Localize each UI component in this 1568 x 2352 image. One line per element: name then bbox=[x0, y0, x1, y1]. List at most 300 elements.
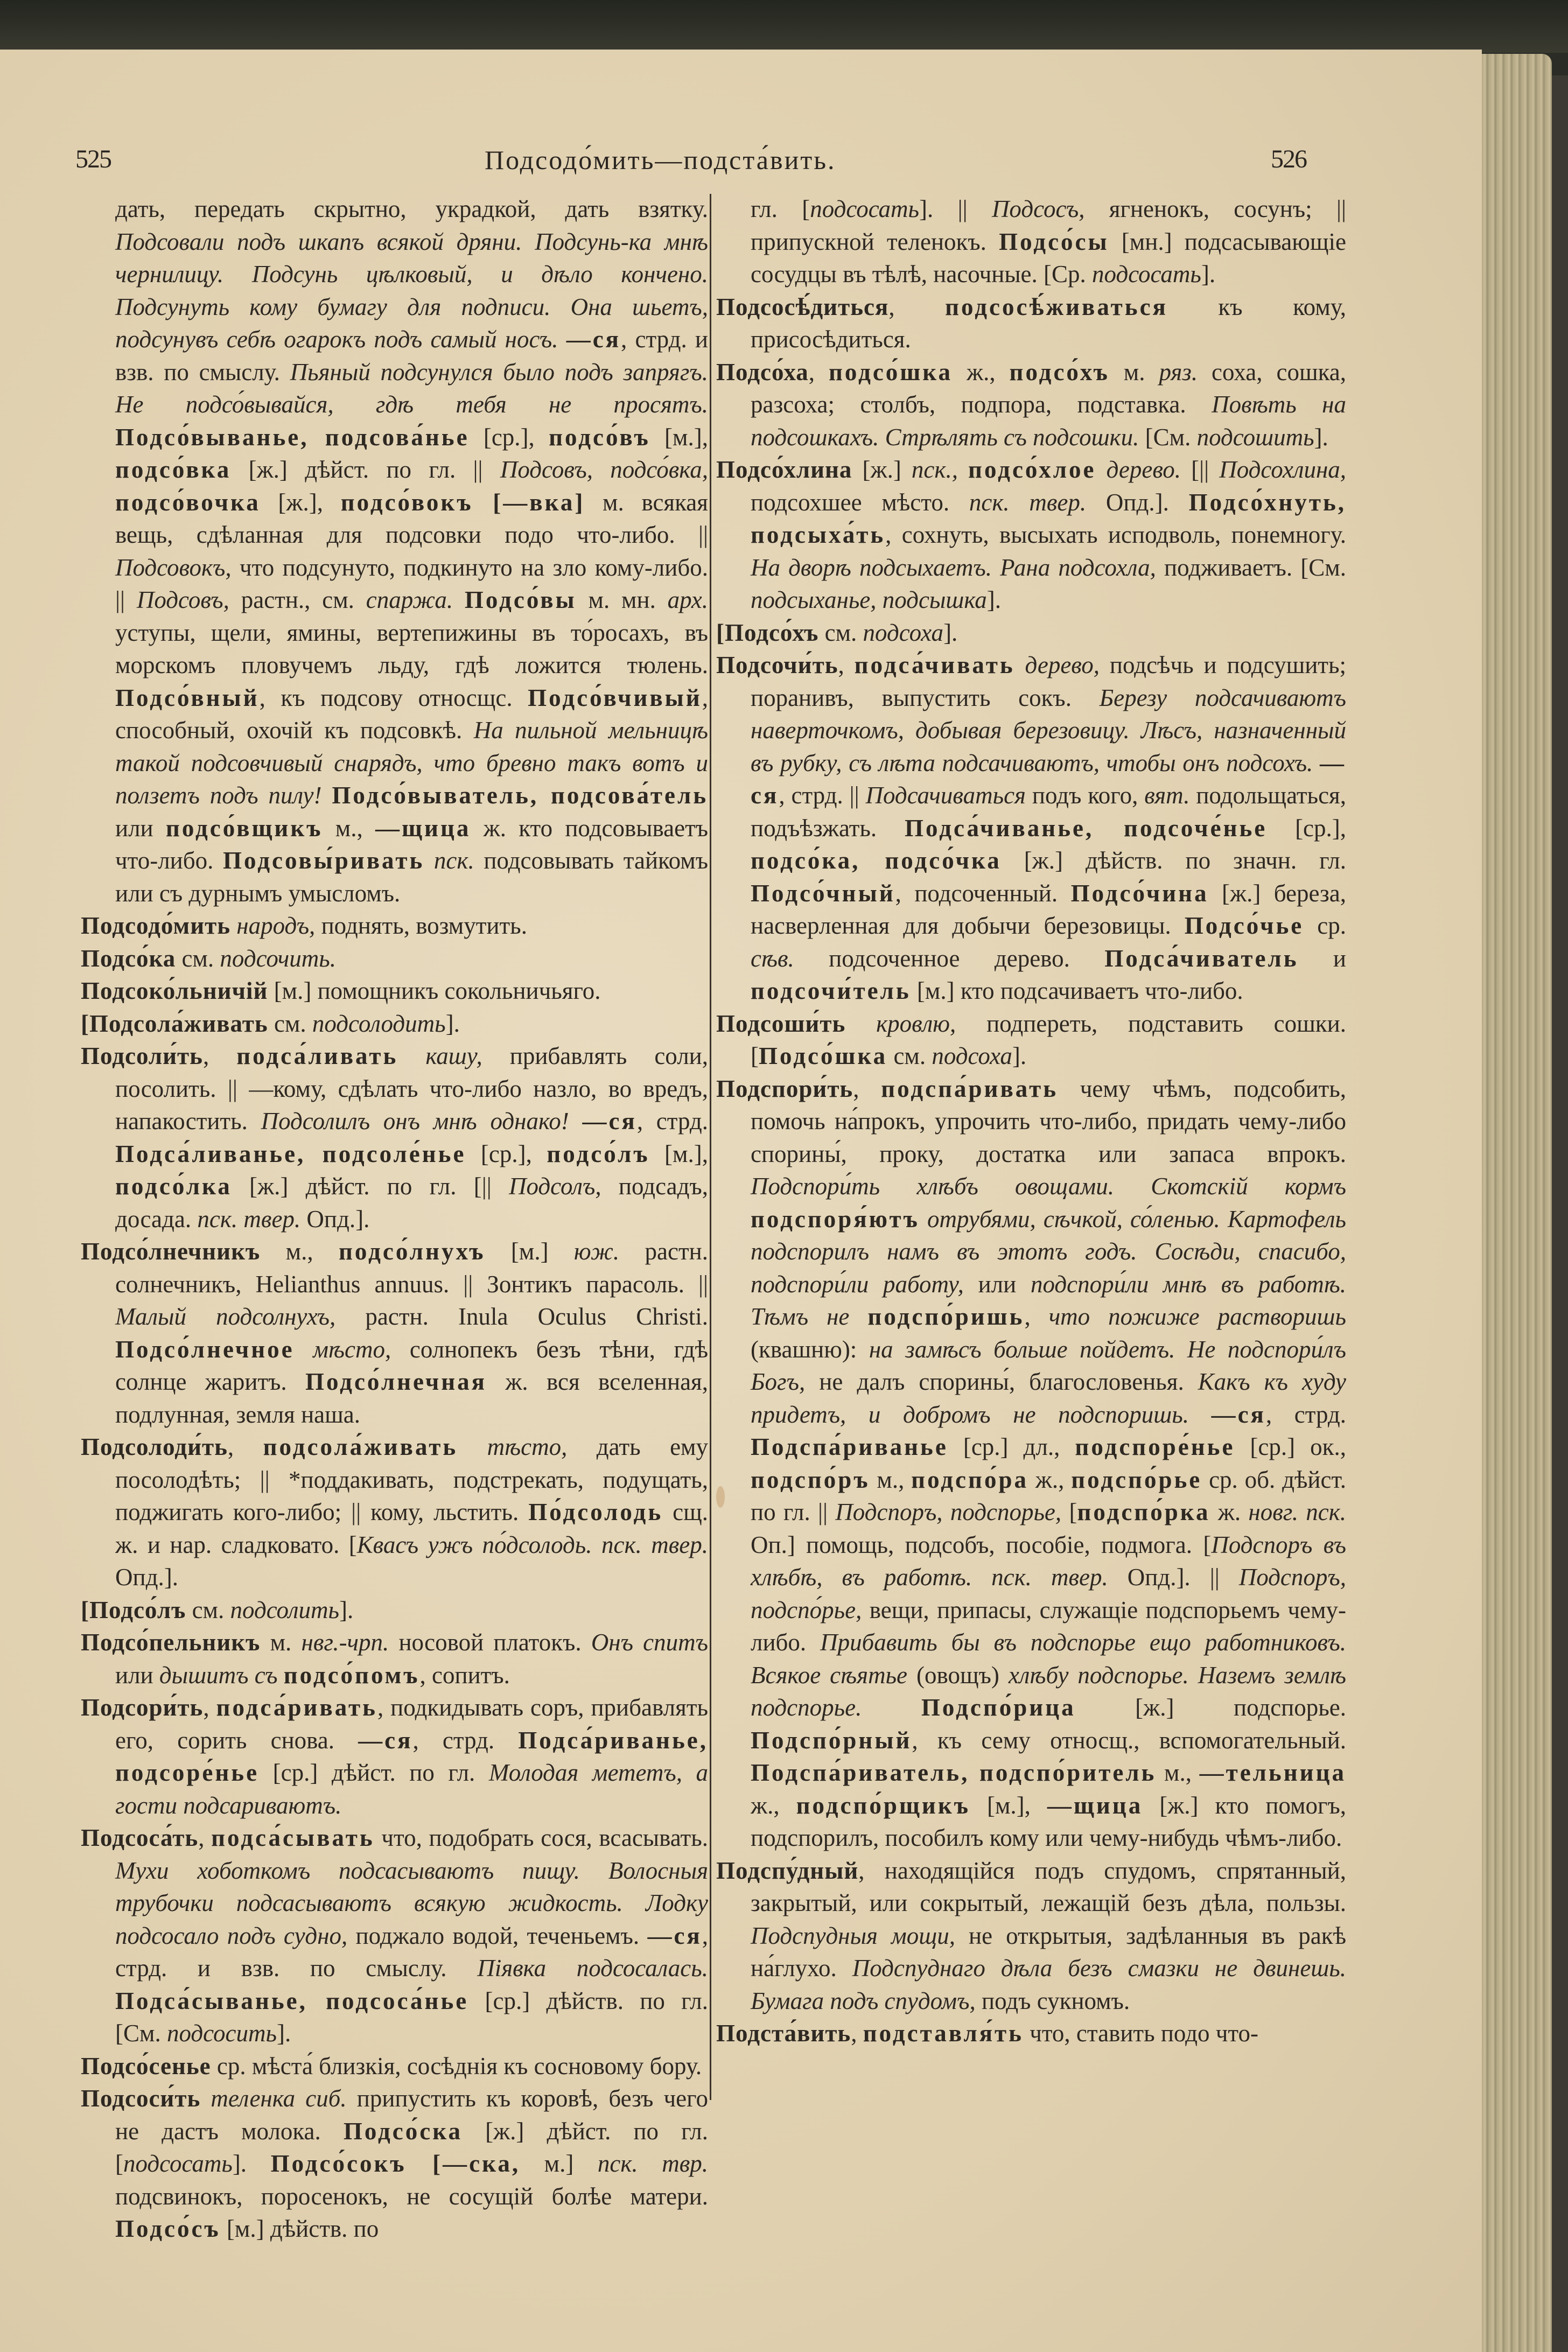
definition-text: [мн.] подсасывающіе сосудцы въ тѣлѣ, насочные. [Ср. bbox=[751, 228, 1346, 288]
example-italic: спаржа. bbox=[366, 586, 453, 613]
definition-text bbox=[453, 586, 465, 613]
dictionary-entry bbox=[81, 942, 708, 975]
definition-text: Опд.]. bbox=[300, 1205, 370, 1233]
definition-text: м., bbox=[323, 814, 376, 842]
dictionary-entry bbox=[716, 617, 1346, 649]
definition-text: подсадъ, досада. bbox=[115, 1173, 708, 1233]
example-italic: Малый подсолнухъ, bbox=[115, 1303, 336, 1330]
entry-continuation bbox=[716, 193, 1346, 291]
definition-text bbox=[1015, 652, 1025, 678]
definition-text: [ср.], bbox=[466, 1140, 547, 1167]
definition-text: сщ. ж. и нар. сладковато. [ bbox=[115, 1499, 708, 1558]
definition-text: , подкидывать соръ, прибавлять его, сорить снова. bbox=[115, 1694, 709, 1754]
definition-text bbox=[230, 912, 236, 939]
dictionary-entry bbox=[81, 1235, 708, 1431]
dictionary-entry bbox=[81, 1040, 708, 1235]
example-italic: мѣсто, bbox=[313, 1335, 391, 1363]
derived-form: Подса́риванье, подсоре́нье bbox=[115, 1726, 708, 1786]
derived-form: —тельница bbox=[1199, 1759, 1346, 1786]
definition-text: дать ему посолодѣть; || *поддакивать, подстрекать, подущать, поджигать кого-либо; || кому, льстить. bbox=[115, 1433, 709, 1525]
running-head: Подсодо́мить—подста́вить. bbox=[485, 145, 836, 175]
derived-form: подспо́ра bbox=[911, 1466, 1028, 1493]
dictionary-entry bbox=[81, 909, 708, 942]
derived-form: Подсо́чье bbox=[1184, 912, 1304, 939]
definition-text: ]. bbox=[1314, 423, 1328, 451]
definition-text: см. bbox=[887, 1042, 932, 1069]
derived-form: подсо́хъ bbox=[1009, 358, 1110, 386]
definition-text: ж., bbox=[953, 358, 1010, 386]
example-italic: юж. bbox=[573, 1238, 620, 1265]
definition-text bbox=[1313, 750, 1320, 776]
example-italic: Подсолилъ онъ мнѣ однако! bbox=[261, 1108, 569, 1135]
definition-text: подсвинокъ, поросенокъ, не сосущій болѣе матери. bbox=[115, 2182, 708, 2210]
definition-text: [м.] bbox=[485, 1238, 574, 1265]
definition-text: , bbox=[203, 1694, 216, 1721]
derived-form: подсочи́тель bbox=[751, 977, 911, 1004]
derived-form: Подсо́лнечная bbox=[305, 1368, 487, 1395]
definition-text: подсоченное дерево. bbox=[794, 944, 1105, 972]
example-italic: Подспори́ть хлѣбъ овощами. Скотскій кормъ bbox=[751, 1173, 1346, 1200]
derived-form: подсосѣ́живаться bbox=[945, 293, 1168, 320]
derived-form: подспо́рка bbox=[1077, 1499, 1210, 1525]
definition-text: , сохнуть, высыхать исподволь, понемногу. bbox=[885, 521, 1346, 548]
derived-form: —ся bbox=[566, 326, 621, 353]
definition-text bbox=[458, 1433, 487, 1460]
definition-text: см. bbox=[268, 1010, 312, 1037]
definition-text: ]. bbox=[1201, 261, 1216, 288]
headword: Подсоси́ть bbox=[81, 2085, 201, 2112]
headword: Подсо́ха bbox=[716, 358, 809, 386]
example-italic: сѣв. bbox=[751, 944, 794, 972]
example-italic: хлѣбу подспорье. Наземъ землѣ подспорье. bbox=[751, 1661, 1346, 1721]
definition-text bbox=[849, 1303, 867, 1330]
example-italic: Подсохлина, bbox=[1219, 456, 1347, 483]
definition-text: и bbox=[1298, 944, 1346, 972]
definition-text: поджало водой, теченьемъ. bbox=[347, 1922, 648, 1949]
derived-form: Подсо́вный bbox=[115, 684, 260, 711]
headword: Подсо́ка bbox=[81, 944, 176, 972]
headword: [Подсо́лъ bbox=[81, 1596, 186, 1623]
derived-form: подспоре́нье bbox=[1075, 1433, 1235, 1460]
derived-form: —ся bbox=[647, 1922, 702, 1949]
example-italic: Прибавить бы въ подспорье ещо работниковъ. Всякое сѣятье bbox=[751, 1629, 1346, 1689]
definition-text: ж. вся вселенная, подлунная, земля наша. bbox=[115, 1368, 708, 1428]
example-italic: Подспудныя мощи, bbox=[751, 1922, 955, 1949]
definition-text: ср. мѣста́ близкія, сосѣднія къ сосновому бору. bbox=[211, 2052, 702, 2080]
derived-form: —щица bbox=[375, 814, 471, 842]
derived-form: подса́чивать bbox=[854, 652, 1015, 678]
example-italic: тѣсто, bbox=[487, 1433, 568, 1460]
definition-text: что подсунуто, подкинуто на зло кому-либо. || bbox=[115, 554, 708, 613]
headword: Подста́вить bbox=[716, 2020, 851, 2047]
definition-text: , bbox=[808, 358, 829, 386]
headword: Подсоко́льничій bbox=[81, 977, 268, 1004]
derived-form: Подспо́рица bbox=[921, 1694, 1076, 1721]
derived-form: подсо́вка bbox=[115, 456, 232, 483]
definition-text: [ср.], bbox=[1267, 814, 1347, 842]
derived-form: подсола́живать bbox=[263, 1433, 458, 1460]
definition-text: ж. кто подсовываетъ что-либо. bbox=[115, 814, 709, 874]
definition-text: подсохшее мѣсто. bbox=[751, 488, 969, 516]
definition-text: [ж.] береза, насверленная для добычи березовицы. bbox=[751, 879, 1347, 939]
definition-text: [ж.] подспорье. bbox=[1075, 1694, 1347, 1721]
definition-text: [|| bbox=[1181, 456, 1220, 483]
definition-text: ]. bbox=[1012, 1042, 1027, 1069]
example-italic: подсосать bbox=[810, 195, 920, 222]
definition-text bbox=[295, 1336, 313, 1363]
definition-text bbox=[569, 1108, 583, 1135]
example-italic: подсолить bbox=[230, 1596, 340, 1623]
example-italic: вят. bbox=[1144, 782, 1190, 809]
definition-text: , bbox=[227, 1433, 263, 1460]
definition-text: (квашню): bbox=[751, 1335, 869, 1363]
definition-text: подольщаться, подъѣзжать. bbox=[751, 782, 1346, 842]
definition-text: припустить къ коровѣ, безъ чего не дастъ молока. bbox=[115, 2085, 708, 2145]
definition-text bbox=[862, 1694, 921, 1721]
derived-form: Подса́чиватель bbox=[1104, 944, 1299, 972]
paper-stain bbox=[716, 1486, 725, 1508]
derived-form: подса́ливать bbox=[236, 1042, 398, 1069]
dictionary-entry bbox=[81, 1594, 708, 1627]
derived-form: Подспа́риванье bbox=[751, 1433, 948, 1460]
definition-text: [ср.] дл., bbox=[948, 1433, 1075, 1460]
definition-text: ]. || bbox=[919, 195, 992, 222]
definition-text: , стрд. и взв. по смыслу. bbox=[115, 1922, 709, 1982]
example-italic: подсоха bbox=[932, 1042, 1012, 1069]
dictionary-entry bbox=[81, 1431, 708, 1594]
derived-form: подсо́лнухъ bbox=[339, 1238, 486, 1265]
definition-text: поднять, возмутить. bbox=[315, 912, 527, 939]
example-italic: дерево, bbox=[1025, 652, 1100, 678]
headword: [Подсо́хъ bbox=[716, 619, 819, 646]
derived-form: подспо́рье bbox=[1071, 1466, 1202, 1493]
example-italic: Подсовъ, bbox=[136, 586, 229, 613]
derived-form: —ся bbox=[582, 1108, 637, 1135]
definition-text: м. мн. bbox=[576, 586, 668, 613]
dictionary-entry bbox=[81, 1626, 708, 1691]
derived-form: подспо́ръ bbox=[751, 1466, 870, 1493]
derived-form: подспо́ришь bbox=[867, 1303, 1025, 1330]
example-italic: подсоха bbox=[863, 619, 944, 646]
definition-text: уступы, щели, ямины, вертепижины въ то́росахъ, въ морскомъ пловучемъ льду, гдѣ ложится тюлень. bbox=[115, 619, 708, 678]
derived-form: подспо́рщикъ bbox=[796, 1791, 970, 1819]
derived-form: подсо́лъ bbox=[547, 1140, 650, 1167]
derived-form: подсо́въ bbox=[549, 423, 650, 451]
definition-text bbox=[1189, 1401, 1212, 1428]
definition-text: къ кому, присосѣдиться. bbox=[751, 293, 1347, 353]
definition-text: гл. [ bbox=[751, 195, 810, 222]
definition-text: Опд.]. bbox=[115, 1564, 178, 1591]
derived-form: Подсо́лнечное bbox=[115, 1335, 295, 1363]
example-italic: дерево. bbox=[1106, 456, 1181, 483]
derived-form: подсо́хлое bbox=[968, 456, 1096, 483]
definition-text bbox=[200, 2085, 211, 2112]
example-italic: Піявка подсосалась. bbox=[477, 1955, 708, 1982]
derived-form: Подса́чиванье, подсоче́нье bbox=[904, 814, 1268, 842]
definition-text: или bbox=[115, 1661, 159, 1689]
example-italic: подсыханье, подсышка bbox=[751, 586, 987, 613]
definition-text: подпереть, подставить сошки. [ bbox=[751, 1010, 1347, 1069]
example-italic: подсошить bbox=[1196, 423, 1314, 451]
derived-form: подсо́лка bbox=[115, 1173, 232, 1200]
definition-text: см. bbox=[186, 1596, 230, 1623]
definition-text: Опд.]. || bbox=[1108, 1564, 1239, 1591]
derived-form: Подсо́вчивый bbox=[528, 684, 702, 711]
example-italic: Квасъ ужъ по́дсолодь. пск. твер. bbox=[356, 1531, 708, 1558]
headword: Подсоса́ть bbox=[81, 1824, 199, 1851]
definition-text: прибавлять соли, посолить. || —кому, сдѣлать что-либо назло, во вредъ, напакостить. bbox=[115, 1042, 708, 1135]
definition-text: ]. bbox=[445, 1010, 460, 1037]
definition-text: [ж.] bbox=[852, 456, 912, 483]
example-italic: подсосить bbox=[166, 2020, 277, 2047]
left-column bbox=[81, 193, 708, 2245]
dictionary-entry bbox=[716, 649, 1346, 1007]
headword: Подспори́ть bbox=[716, 1075, 853, 1102]
example-italic: подсосать bbox=[1092, 261, 1201, 288]
derived-form: Подсовы́ривать bbox=[223, 847, 425, 874]
definition-text: не далъ спорины́, благословенья. bbox=[805, 1368, 1198, 1395]
derived-form: Подсо́выватель, подсова́тель bbox=[332, 782, 709, 809]
example-italic: подсосать bbox=[123, 2150, 233, 2177]
dictionary-entry bbox=[716, 1007, 1346, 1073]
headword: Подсо́хлина bbox=[716, 456, 852, 483]
definition-text: , bbox=[853, 1075, 881, 1102]
definition-text: , bbox=[851, 2020, 863, 2047]
definition-text bbox=[277, 1662, 283, 1689]
headword: Подсори́ть bbox=[81, 1694, 204, 1721]
definition-text: [ж.] дѣйст. по гл. [|| bbox=[232, 1173, 509, 1200]
derived-form: Подса́ливанье, подсоле́нье bbox=[115, 1140, 466, 1167]
example-italic: на замѣсъ больше пойдетъ. Не подспори́лъ Богъ, bbox=[751, 1335, 1346, 1395]
definition-text: солнопекъ безъ тѣни, гдѣ солнце жаритъ. bbox=[115, 1335, 709, 1395]
definition-text: ]. bbox=[276, 2020, 291, 2047]
example-italic: пск. твер. bbox=[197, 1205, 301, 1233]
definition-text: дать, передать скрытно, украдкой, дать взятку. bbox=[115, 195, 708, 222]
example-italic: Подспоръ, подспорье, bbox=[835, 1499, 1062, 1525]
derived-form: —ся bbox=[751, 749, 1346, 809]
derived-form: подсо́ка, подсо́чка bbox=[751, 847, 1002, 874]
definition-text: подсовывать тайкомъ или съ дурнымъ умысломъ. bbox=[115, 847, 708, 907]
example-italic: народъ, bbox=[236, 912, 316, 939]
example-italic: Подсолъ, bbox=[509, 1173, 601, 1200]
derived-form: По́дсолодь bbox=[528, 1499, 663, 1525]
example-italic: Подсачиваться bbox=[865, 782, 1026, 809]
definition-text: ]. bbox=[339, 1596, 354, 1623]
example-italic: Подспоръ, подспо́рье, bbox=[751, 1564, 1346, 1623]
definition-text: [ср.] дѣйст. по гл. bbox=[259, 1759, 489, 1786]
example-italic: Подспуднаго дѣла безъ смазки не двинешь. Бумага подъ спудомъ, bbox=[751, 1955, 1346, 2014]
derived-form: подсо́шка bbox=[828, 358, 953, 386]
example-italic: отрубями, сѣчкой, со́ленью. Картофель подспорилъ намъ въ этотъ годъ. Сосѣди, спасибо, подспори́ли работу, bbox=[751, 1205, 1347, 1298]
definition-text: не открытыя, задѣланныя въ ракѣ на́глухо. bbox=[751, 1922, 1347, 1982]
definition-text: что, подобрать сося, всасывать. bbox=[374, 1824, 708, 1851]
definition-text: [См. bbox=[1139, 423, 1197, 451]
definition-text: , bbox=[202, 1042, 237, 1069]
derived-form: подсо́вщикъ bbox=[165, 814, 323, 842]
example-italic: что пожиже растворишь bbox=[1048, 1303, 1347, 1330]
headword: Подсолоди́ть bbox=[81, 1433, 228, 1460]
derived-form: Подсо́чина bbox=[1070, 879, 1209, 907]
example-italic: Повѣть на подсошкахъ. Стрѣлять съ подсошки. bbox=[751, 391, 1346, 451]
definition-text: , bbox=[838, 652, 855, 678]
derived-form: Подспа́риватель, подспо́ритель bbox=[751, 1759, 1157, 1786]
definition-text: чему чѣмъ, подсобить, помочь на́прокъ, упрочить что-либо, придать чему-либо спорины́, проку, достатка или запаса впрокъ. bbox=[751, 1075, 1346, 1167]
definition-text: ж. bbox=[1210, 1499, 1249, 1525]
definition-text: [м.] дѣйств. по bbox=[220, 2215, 379, 2242]
definition-text: , къ подсову относщс. bbox=[259, 684, 528, 711]
headword: Подсо́сенье bbox=[81, 2052, 211, 2080]
dictionary-entry bbox=[716, 291, 1346, 356]
example-italic: Подсовъ, подсо́вка, bbox=[500, 456, 708, 483]
definition-text bbox=[424, 847, 434, 874]
definition-text: [ж.] дѣйств. по значн. гл. bbox=[1001, 847, 1347, 874]
definition-text: м., bbox=[870, 1466, 912, 1493]
derived-form: Подсо́съ bbox=[115, 2215, 221, 2242]
definition-text bbox=[920, 1206, 927, 1233]
definition-text: или bbox=[115, 814, 166, 842]
example-italic: теленка сиб. bbox=[211, 2085, 347, 2112]
dictionary-entry bbox=[81, 1691, 708, 1822]
example-italic: Подспоръ въ хлѣбѣ, въ работѣ. пск. твер. bbox=[751, 1531, 1347, 1591]
definition-text: м., bbox=[1156, 1759, 1200, 1786]
dictionary-entry bbox=[716, 1854, 1346, 2018]
headword: Подсо́лнечникъ bbox=[81, 1238, 261, 1265]
definition-text: , bbox=[888, 293, 946, 320]
example-italic: Подсосъ, bbox=[991, 195, 1085, 222]
definition-text: , сопитъ. bbox=[419, 1661, 510, 1689]
definition-text: Оп.] помощь, подсобъ, пособіе, подмога. [ bbox=[751, 1531, 1212, 1558]
example-italic: подспори́ли мнѣ въ работѣ. Тѣмъ не bbox=[751, 1270, 1347, 1330]
definition-text: , стрд. bbox=[636, 1108, 709, 1135]
derived-form: Подсо́сы bbox=[999, 228, 1109, 255]
derived-form: Подсо́ска bbox=[343, 2117, 463, 2145]
headword: Подспу́дный bbox=[716, 1857, 859, 1884]
entry-continuation bbox=[81, 193, 708, 909]
definition-text: , bbox=[198, 1824, 212, 1851]
derived-form: Подсо́сокъ [—ска, bbox=[270, 2150, 521, 2177]
definition-text: или bbox=[963, 1270, 1031, 1298]
page-number-right: 526 bbox=[1271, 145, 1306, 173]
definition-text: растн. Inula Oculus Christi. bbox=[335, 1303, 708, 1330]
definition-text: [ж.], bbox=[260, 488, 341, 516]
definition-text: [ж.] кто помогъ, подспорилъ, пособилъ кому или чему-нибудь чѣмъ-либо. bbox=[751, 1791, 1347, 1851]
derived-form: подспоря́ютъ bbox=[751, 1205, 920, 1233]
definition-text bbox=[958, 456, 968, 483]
definition-text: [ bbox=[1061, 1499, 1077, 1525]
example-italic: новг. пск. bbox=[1248, 1499, 1347, 1525]
definition-text: , подсоченный. bbox=[895, 879, 1071, 907]
definition-text: м. bbox=[260, 1629, 302, 1656]
definition-text: ср. об. дѣйст. по гл. || bbox=[751, 1466, 1346, 1525]
headword: [Подсола́живать bbox=[81, 1010, 268, 1037]
definition-text: подсѣчь и подсушить; поранивъ, выпустить сокъ. bbox=[751, 652, 1347, 711]
derived-form: —щица bbox=[1047, 1791, 1143, 1819]
definition-text: [м.], bbox=[970, 1791, 1047, 1819]
definition-text: подъ сукномъ. bbox=[975, 1987, 1130, 2014]
headword: Подсоши́ть bbox=[716, 1010, 846, 1037]
definition-text: ср. bbox=[1304, 912, 1346, 939]
page-header bbox=[0, 144, 1482, 182]
definition-text: ]. bbox=[986, 586, 1002, 613]
definition-text: , стрд. || bbox=[779, 782, 866, 809]
derived-form: подспа́ривать bbox=[881, 1075, 1059, 1102]
example-italic: Пьяный подсунулся было подъ запрягъ. Не подсо́вывайся, гдѣ тебя не просятъ. bbox=[115, 358, 708, 418]
definition-text: м.] bbox=[520, 2150, 598, 2177]
definition-text: ]. bbox=[232, 2150, 271, 2177]
derived-form: —ся bbox=[1211, 1401, 1266, 1428]
definition-text: [м.], bbox=[649, 1140, 708, 1167]
example-italic: пск. твр. bbox=[597, 2150, 708, 2177]
definition-text: [ж.] дѣйст. по гл. [ bbox=[115, 2117, 708, 2177]
dictionary-entry bbox=[716, 453, 1346, 617]
example-italic: Березу подсачиваютъ наверточкомъ, добывая березовицу. Лѣсъ, назначенный въ рубку, съ лѣта подсачиваютъ, чтобы онъ подсохъ. bbox=[751, 684, 1347, 776]
definition-text: , стрд. и взв. по смыслу. bbox=[115, 326, 708, 386]
scan-background-top bbox=[0, 0, 1568, 53]
right-column bbox=[716, 193, 1346, 2050]
example-italic: кашу, bbox=[425, 1042, 482, 1069]
example-italic: Какъ къ худу придетъ, и добромъ не подспоришь. bbox=[751, 1368, 1346, 1428]
example-italic: Подсовокъ, bbox=[115, 554, 232, 581]
dictionary-entry bbox=[81, 1007, 708, 1040]
book-cover-edge bbox=[1552, 75, 1568, 2352]
definition-text: Опд.]. bbox=[1086, 488, 1189, 516]
dictionary-entry bbox=[716, 356, 1346, 454]
definition-text: ягненокъ, сосунъ; || припускной теленокъ. bbox=[751, 195, 1346, 255]
definition-text: растн. солнечникъ, Helianthus annuus. || Зонтикъ парасоль. || bbox=[115, 1238, 708, 1298]
derived-form: —ся bbox=[358, 1726, 413, 1754]
example-italic: пск. bbox=[433, 847, 474, 874]
definition-text bbox=[1096, 456, 1107, 483]
definition-text: [ср.] ок., bbox=[1235, 1433, 1347, 1460]
dictionary-entry bbox=[81, 2082, 708, 2245]
definition-text: , способный, охочій къ подсовкѣ. bbox=[115, 684, 708, 744]
derived-form: Подсо́шка bbox=[759, 1042, 888, 1069]
definition-text: (овощъ) bbox=[907, 1661, 1009, 1689]
definition-text: подживаетъ. [См. bbox=[1156, 554, 1346, 581]
definition-text bbox=[398, 1042, 425, 1069]
example-italic: нвг.-чрп. bbox=[301, 1629, 389, 1656]
definition-text: см. bbox=[176, 944, 220, 972]
dictionary-entry bbox=[81, 2050, 708, 2083]
dictionary-entry bbox=[81, 1822, 708, 2050]
example-italic: Подсовали подъ шкапъ всякой дряни. Подсунь-ка мнѣ чернилицу. Подсунь цѣлковый, и дѣло кончено. Подсунуть кому бумагу для подписи. Она шьетъ, подсунувъ себѣ огарокъ подъ самый носъ. bbox=[115, 228, 708, 353]
definition-text: , стрд. bbox=[1265, 1401, 1346, 1428]
headword: Подсо́пельникъ bbox=[81, 1629, 261, 1656]
example-italic: подсолодить bbox=[312, 1010, 446, 1037]
example-italic: пск., bbox=[911, 456, 958, 483]
definition-text bbox=[322, 782, 332, 809]
derived-form: подставля́ть bbox=[863, 2020, 1024, 2047]
derived-form: подса́ривать bbox=[216, 1694, 377, 1721]
definition-text: см. bbox=[818, 619, 863, 646]
dictionary-entry bbox=[81, 975, 708, 1007]
example-italic: Молодая мететъ, а гости подсариваютъ. bbox=[115, 1759, 708, 1819]
definition-text: [ср.], bbox=[469, 423, 549, 451]
derived-form: Подспо́рный bbox=[751, 1726, 912, 1754]
example-italic: пск. твер. bbox=[969, 488, 1087, 516]
example-italic: На дворѣ подсыхаетъ. Рана подсохла, bbox=[751, 554, 1156, 581]
example-italic: На пильной мельницѣ такой подсовчивый снарядъ, что бревно такъ вотъ и ползетъ подъ пилу! bbox=[115, 717, 708, 809]
example-italic: дышитъ съ bbox=[159, 1661, 278, 1689]
book-page-edges bbox=[1482, 54, 1552, 2352]
definition-text: [м.], bbox=[650, 423, 708, 451]
definition-text: м. bbox=[1109, 358, 1159, 386]
definition-text: что, ставить подо что- bbox=[1023, 2020, 1258, 2047]
headword: Подсодо́мить bbox=[81, 912, 231, 939]
definition-text: , къ сему относщ., вспомогательный. bbox=[912, 1726, 1346, 1754]
headword: Подсочи́ть bbox=[716, 652, 838, 678]
definition-text: [м.] кто подсачиваетъ что-либо. bbox=[911, 977, 1243, 1004]
